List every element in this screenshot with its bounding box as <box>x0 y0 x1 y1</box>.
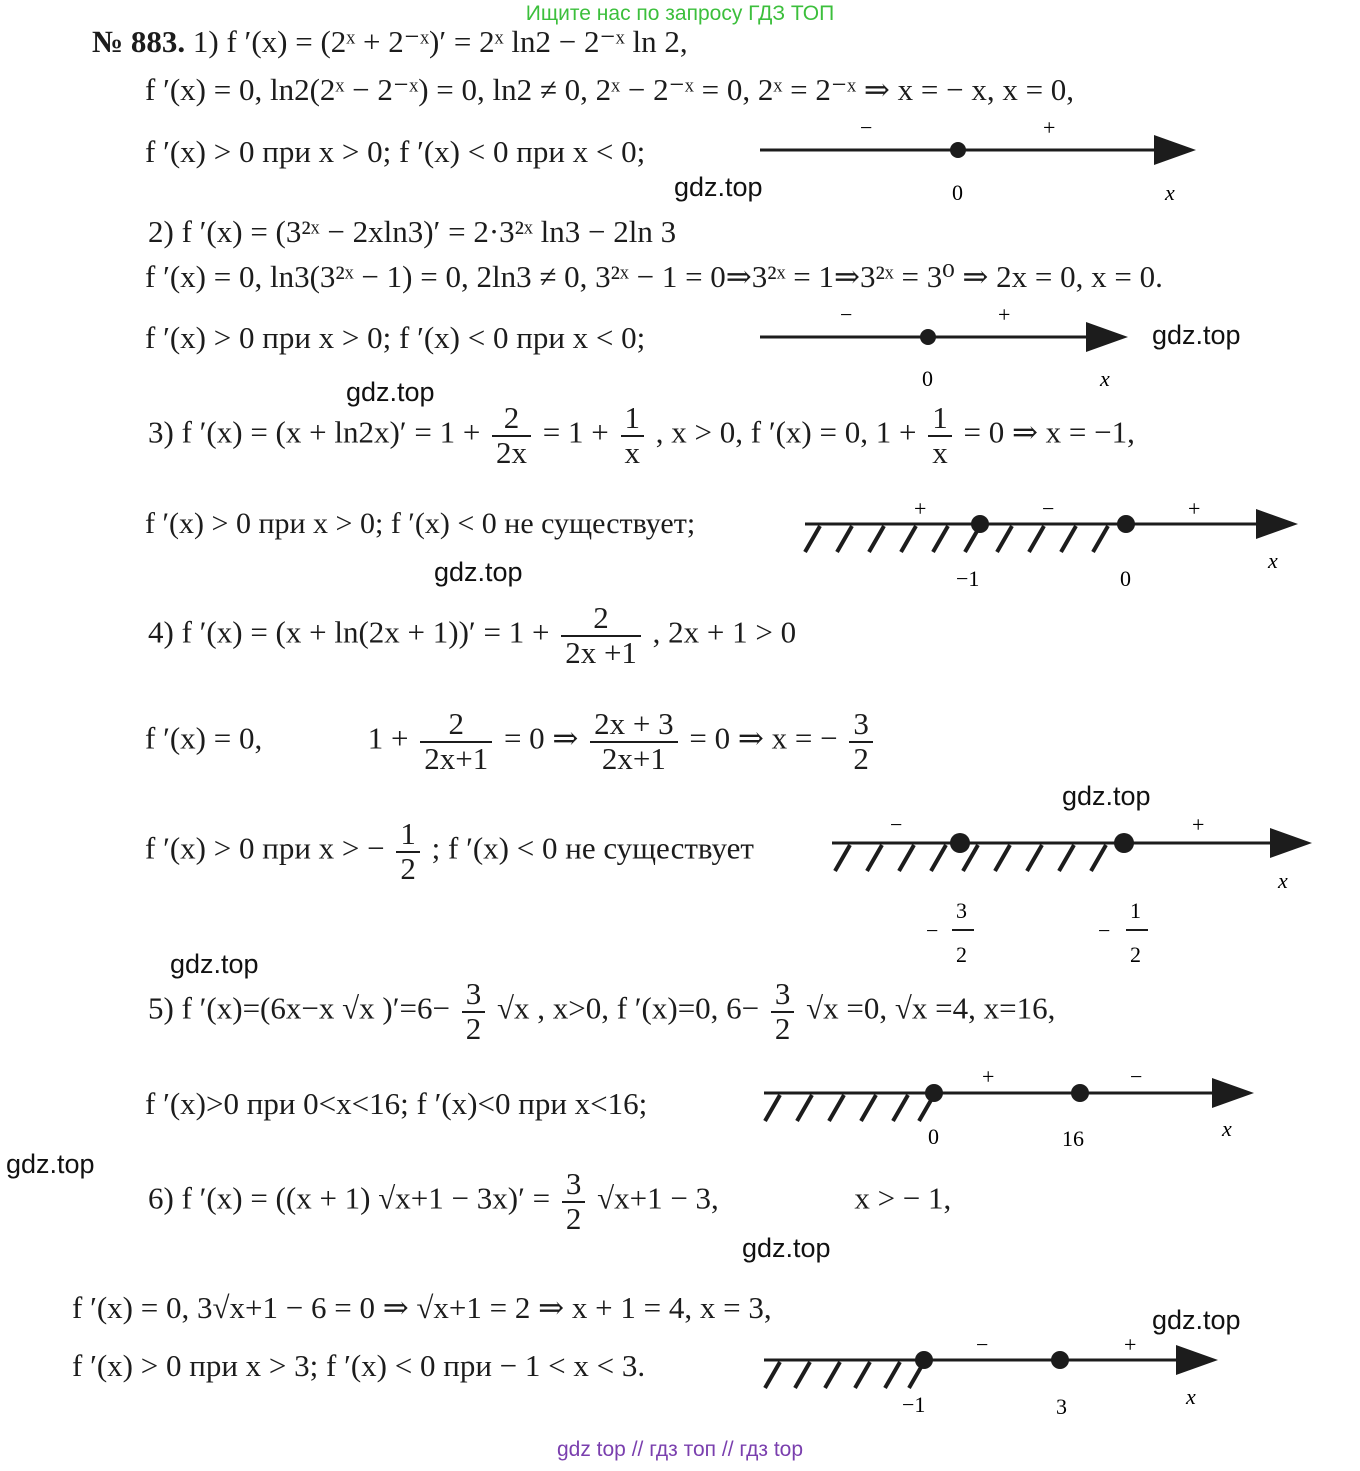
axis-var: x <box>1278 868 1288 893</box>
point-label: 0 <box>922 366 933 391</box>
sign-minus: − <box>890 812 903 837</box>
point-label: 0 <box>952 180 963 205</box>
p4-text-b: , 2x + 1 > 0 <box>652 614 797 650</box>
sign-plus: + <box>998 302 1011 327</box>
number-line-6 <box>764 1332 1212 1419</box>
point-marker <box>950 142 966 158</box>
point-marker <box>1051 1351 1069 1369</box>
problem-number: № 883. <box>92 24 186 59</box>
sign-plus: + <box>1188 496 1201 521</box>
point-label-den: 2 <box>1130 942 1141 967</box>
p3-text-a: 3) f ′(x) = (x + ln2x)′ = 1 + <box>148 414 481 450</box>
watermark: gdz.top <box>346 377 435 407</box>
p1-line2: f ′(x) = 0, ln2(2ˣ − 2⁻ˣ) = 0, ln2 ≠ 0, 2ˣ − 2⁻ˣ = 0, 2ˣ = 2⁻ˣ ⇒ x = − x, x = 0, <box>145 72 1075 107</box>
point-marker <box>920 329 936 345</box>
p4-frac4-num: 3 <box>849 708 873 743</box>
number-line-1 <box>760 115 1190 205</box>
sign-plus: + <box>1124 1332 1137 1357</box>
p4-frac1-den: 2x +1 <box>565 634 637 670</box>
axis-var: x <box>1222 1116 1232 1141</box>
watermark: gdz.top <box>434 557 523 587</box>
number-line-2 <box>760 302 1122 391</box>
p4-frac3-num: 2x + 3 <box>590 708 677 743</box>
p2-line3: f ′(x) > 0 при x > 0; f ′(x) < 0 при x < 0; <box>145 320 646 355</box>
sign-plus: + <box>1043 115 1056 140</box>
p5-text-c: √x =0, √x =4, x=16, <box>806 990 1056 1026</box>
point-label: 0 <box>928 1124 939 1149</box>
p4-frac3-den: 2x+1 <box>601 740 666 776</box>
p5-frac2-den: 2 <box>774 1010 791 1046</box>
p4-frac5-den: 2 <box>400 850 416 886</box>
p3-frac1-den: 2x <box>496 434 528 470</box>
p5-text-b: √x , x>0, f ′(x)=0, 6− <box>496 990 760 1026</box>
p4-frac4-den: 2 <box>853 740 869 776</box>
hatching <box>805 526 1108 552</box>
p1-derivative: 1) f ′(x) = (2ˣ + 2⁻ˣ)′ = 2ˣ ln2 − 2⁻ˣ ln 2, <box>192 24 688 59</box>
p4-frac2-den: 2x+1 <box>424 740 489 776</box>
p4-text-e: = 0 ⇒ <box>503 720 579 756</box>
point-label-num: 3 <box>956 898 967 923</box>
p2-line1: 2) f ′(x) = (3²ˣ − 2xln3)′ = 2·3²ˣ ln3 − 2ln 3 <box>148 214 677 249</box>
p4-frac2-num: 2 <box>420 708 492 743</box>
sign-minus: − <box>1042 496 1055 521</box>
number-line-3 <box>805 496 1292 591</box>
p3-frac2-num: 1 <box>621 402 645 437</box>
p3-line2: f ′(x) > 0 при x > 0; f ′(x) < 0 не существует; <box>145 507 696 540</box>
sign-plus: + <box>982 1064 995 1089</box>
p3-frac1-num: 2 <box>492 402 531 437</box>
point-marker <box>1117 515 1135 533</box>
p1-line3: f ′(x) > 0 при x > 0; f ′(x) < 0 при x < 0; <box>145 134 646 169</box>
watermark: gdz.top <box>1152 1305 1241 1335</box>
axis-var: x <box>1186 1384 1196 1409</box>
hatching <box>765 1095 934 1121</box>
p4-frac5-num: 1 <box>396 818 420 853</box>
p4-text-g: f ′(x) > 0 при x > − <box>145 830 385 866</box>
p5-frac1-den: 2 <box>465 1010 482 1046</box>
point-label-den: 2 <box>956 942 967 967</box>
axis-var: x <box>1268 548 1278 573</box>
p6-text-b: √x+1 − 3, <box>597 1180 719 1216</box>
sign-minus: − <box>1130 1064 1143 1089</box>
point-marker <box>925 1084 943 1102</box>
p4-text-h: ; f ′(x) < 0 не существует <box>431 830 754 866</box>
p3-text-d: = 0 ⇒ x = −1, <box>963 414 1135 450</box>
point-label: −1 <box>956 566 980 591</box>
watermark: gdz.top <box>170 949 259 979</box>
hatching <box>835 845 1106 871</box>
p6-line2: f ′(x) = 0, 3√x+1 − 6 = 0 ⇒ √x+1 = 2 ⇒ x + 1 = 4, x = 3, <box>72 1290 772 1325</box>
p5-frac1-num: 3 <box>462 978 486 1013</box>
p3-frac2-den: x <box>624 434 641 470</box>
p4-text-c: f ′(x) = 0, <box>145 720 263 756</box>
point-marker <box>950 833 970 853</box>
p2-line2: f ′(x) = 0, ln3(3²ˣ − 1) = 0, 2ln3 ≠ 0, 3²ˣ − 1 = 0⇒3²ˣ = 1⇒3²ˣ = 3⁰ ⇒ 2x = 0, x = 0. <box>145 259 1163 294</box>
point-marker <box>1114 833 1134 853</box>
point-label-num: 1 <box>1130 898 1141 923</box>
p6-text-a: 6) f ′(x) = ((x + 1) √x+1 − 3x)′ = <box>148 1180 551 1216</box>
watermark: gdz.top <box>6 1149 95 1179</box>
number-line-4 <box>832 812 1306 967</box>
p6-frac1-num: 3 <box>562 1168 586 1203</box>
p5-frac2-num: 3 <box>771 978 795 1013</box>
p5-text-a: 5) f ′(x)=(6x−x √x )′=6− <box>148 990 450 1026</box>
point-label-minus: − <box>926 918 939 943</box>
sign-plus: + <box>1192 812 1205 837</box>
point-marker <box>915 1351 933 1369</box>
p3-text-c: , x > 0, f ′(x) = 0, 1 + <box>655 414 917 450</box>
p3-frac3-den: x <box>932 434 948 470</box>
p4-frac1-num: 2 <box>561 602 641 637</box>
point-label: 0 <box>1120 566 1131 591</box>
point-label: 16 <box>1062 1126 1084 1151</box>
footer-links[interactable]: gdz top // гдз топ // гдз top <box>556 1438 804 1461</box>
p4-text-d: 1 + <box>367 720 409 756</box>
point-label-minus: − <box>1098 918 1111 943</box>
p6-frac1-den: 2 <box>565 1200 582 1236</box>
hatching <box>765 1362 924 1388</box>
watermark: gdz.top <box>1152 320 1241 350</box>
watermark: gdz.top <box>742 1233 831 1263</box>
p4-text-a: 4) f ′(x) = (x + ln(2x + 1))′ = 1 + <box>148 614 550 650</box>
p3-frac3-num: 1 <box>928 402 952 437</box>
point-label: 3 <box>1056 1394 1067 1419</box>
p5-line2: f ′(x)>0 при 0<x<16; f ′(x)<0 при x<16; <box>145 1086 648 1121</box>
point-marker <box>971 515 989 533</box>
p4-text-f: = 0 ⇒ x = − <box>689 720 838 756</box>
sign-minus: − <box>840 302 853 327</box>
sign-minus: − <box>860 115 873 140</box>
p6-line3: f ′(x) > 0 при x > 3; f ′(x) < 0 при − 1 < x < 3. <box>72 1348 646 1383</box>
search-hint-link[interactable]: Ищите нас по запросу ГДЗ ТОП <box>525 2 835 25</box>
sign-plus: + <box>914 496 927 521</box>
p6-text-c: x > − 1, <box>854 1180 952 1216</box>
watermark: gdz.top <box>674 172 763 202</box>
axis-var: x <box>1100 366 1110 391</box>
number-line-5 <box>764 1064 1248 1151</box>
p3-text-b: = 1 + <box>542 414 609 450</box>
sign-minus: − <box>976 1332 989 1357</box>
axis-var: x <box>1165 180 1175 205</box>
watermark: gdz.top <box>1062 781 1151 811</box>
point-marker <box>1071 1084 1089 1102</box>
point-label: −1 <box>902 1392 926 1417</box>
